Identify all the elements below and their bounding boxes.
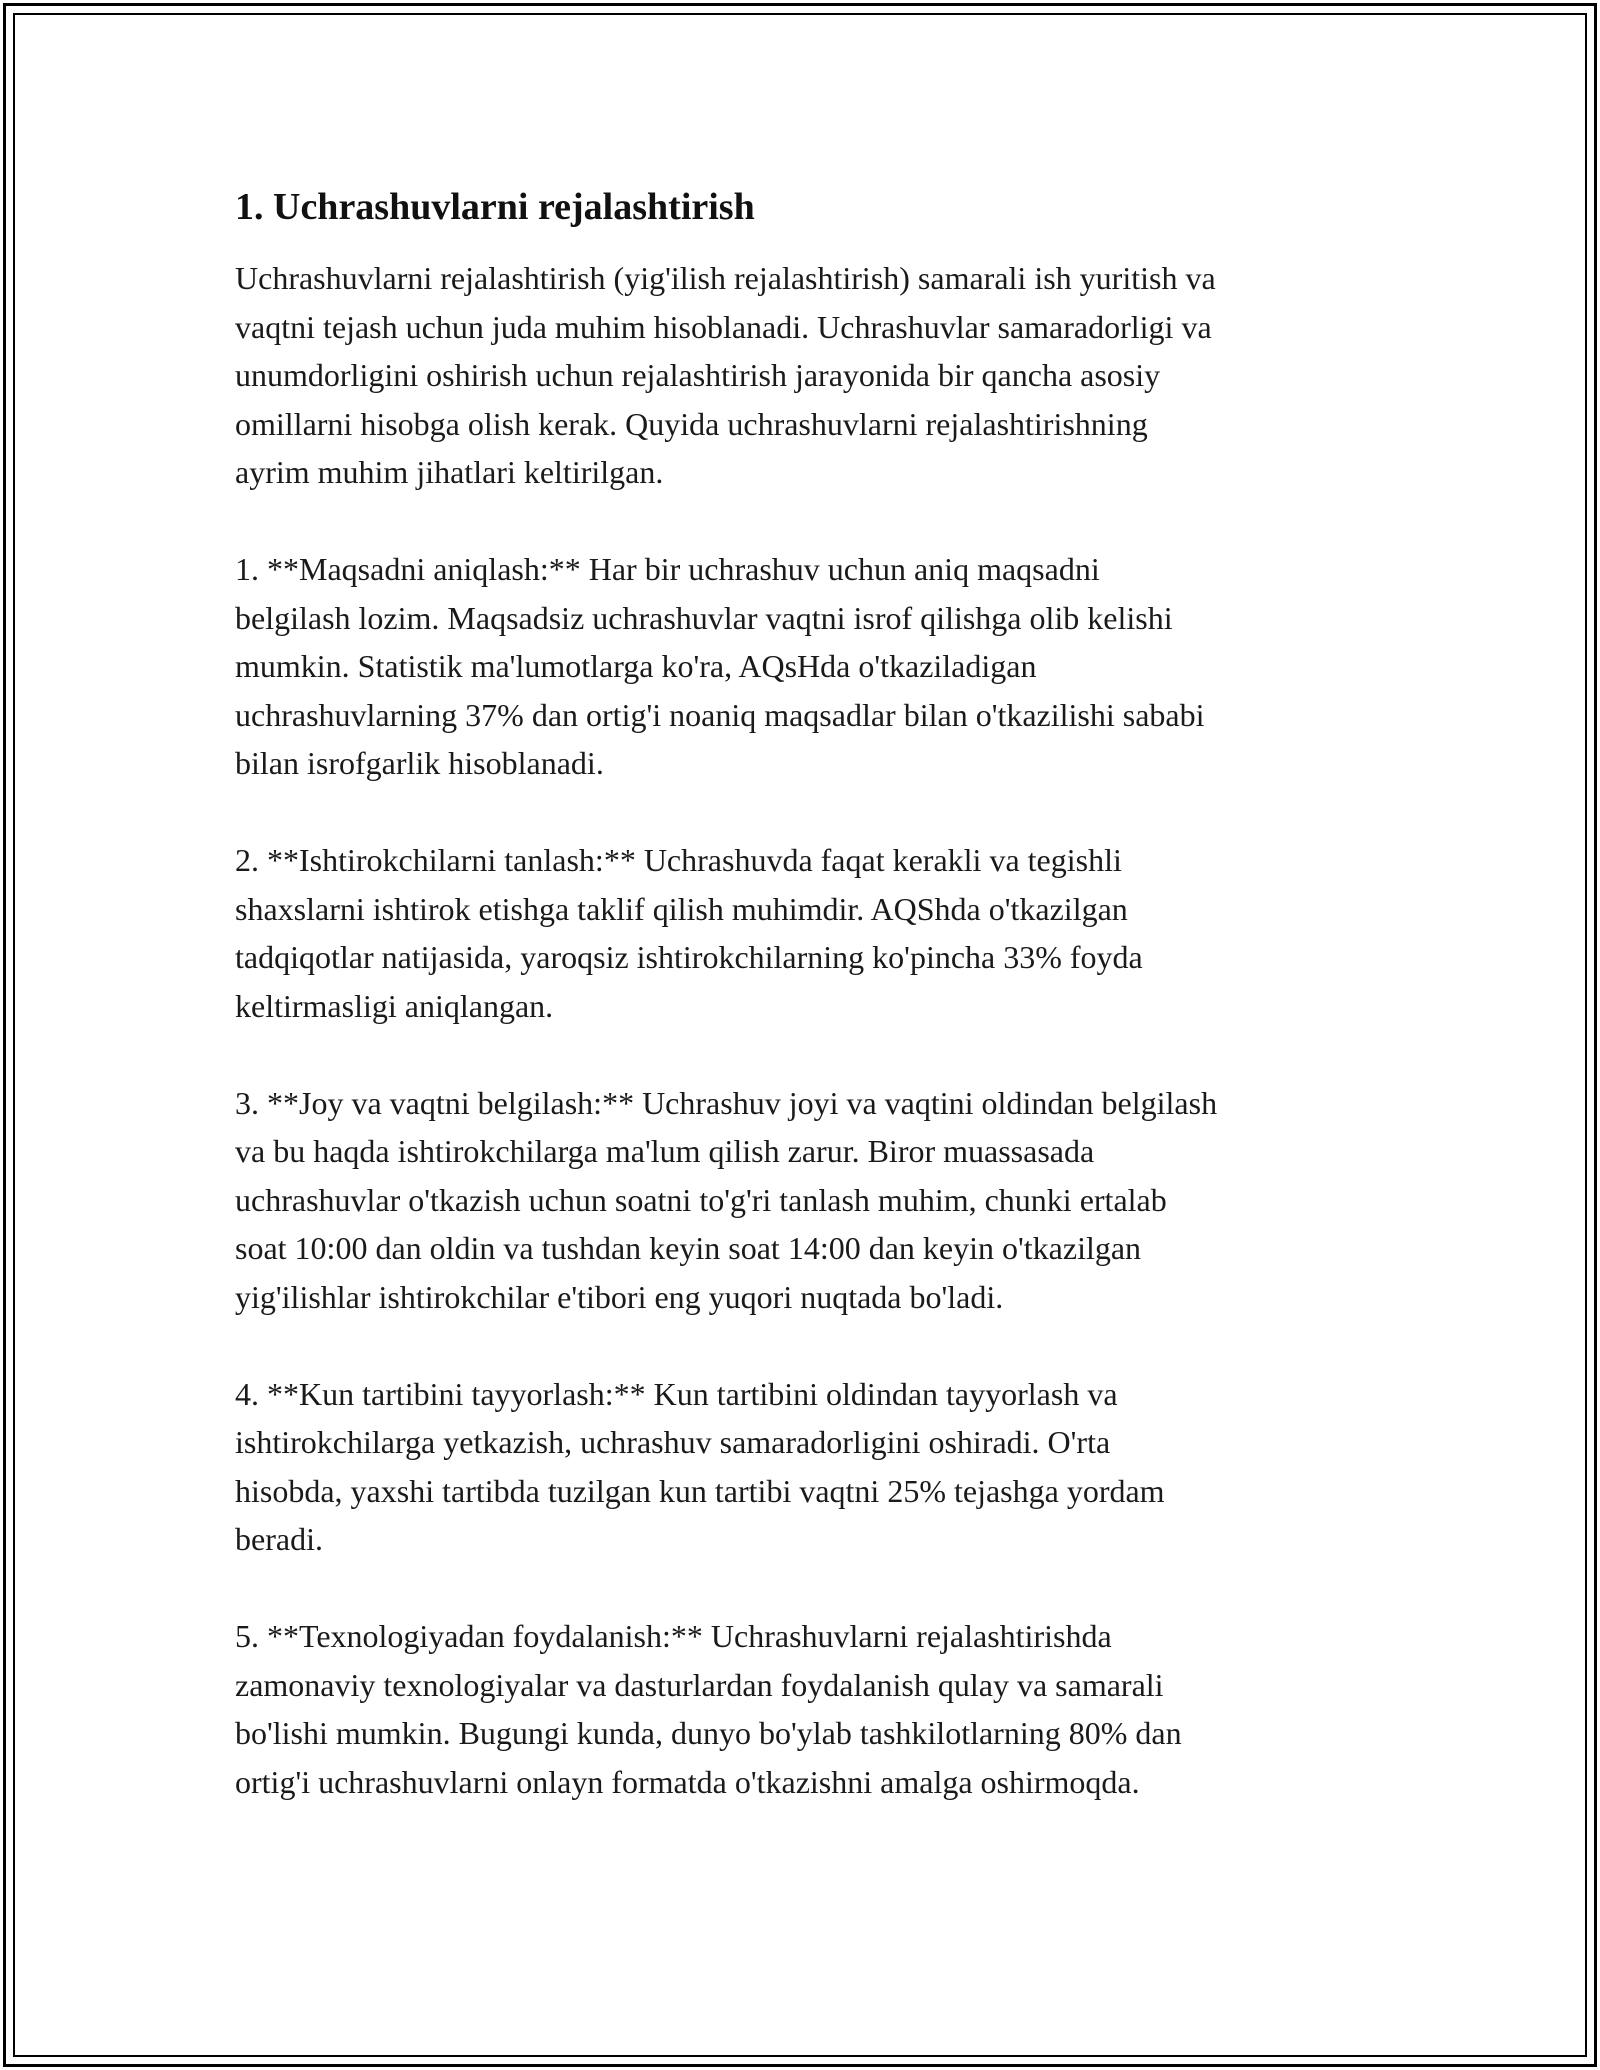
point-3-paragraph: 3. **Joy va vaqtni belgilash:** Uchrashuv joyi va vaqtini oldindan belgilash va bu haqda ishtirokchilarga ma'lum qilish zarur. Biror muassasada uchrashuvlar o'tkazish uchun soatni to'g'ri tanlash muhim, chunki ertalab soat 10:00 dan oldin va tushdan keyin soat 14:00 dan keyin o'tkazilgan yig'ilishlar ishtirokchilar e'tibori eng yuqori nuqtada bo'ladi. — [235, 1084, 1218, 1315]
point-4-paragraph: 4. **Kun tartibini tayyorlash:** Kun tartibini oldindan tayyorlash va ishtirokchilarga yetkazish, uchrashuv samaradorligini oshiradi. O'rta hisobda, yaxshi tartibda tuzilgan kun tartibi vaqtni 25% tejashga yordam beradi. — [235, 1375, 1165, 1558]
document-page — [235, 183, 1415, 1806]
point-1-paragraph: 1. **Maqsadni aniqlash:** Har bir uchrashuv uchun aniq maqsadni belgilash lozim. Maqsadsiz uchrashuvlar vaqtni isrof qilishga olib kelishi mumkin. Statistik ma'lumotlarga ko'ra, AQsHda o'tkaziladigan uchrashuvlarning 37% dan ortig'i noaniq maqsadlar bilan o'tkazilishi sababi bilan isrofgarlik hisoblanadi. — [235, 551, 1205, 782]
intro-paragraph: Uchrashuvlarni rejalashtirish (yig'ilish rejalashtirish) samarali ish yuritish va vaqtni tejash uchun juda muhim hisoblanadi. Uchrashuvlar samaradorligi va unumdorligini oshirish uchun rejalashtirish jarayonida bir qancha asosiy omillarni hisobga olish kerak. Quyida uchrashuvlarni rejalashtirishning ayrim muhim jihatlari keltirilgan. — [235, 260, 1216, 491]
point-5-paragraph: 5. **Texnologiyadan foydalanish:** Uchrashuvlarni rejalashtirishda zamonaviy texnologiyalar va dasturlardan foydalanish qulay va samarali bo'lishi mumkin. Bugungi kunda, dunyo bo'ylab tashkilotlarning 80% dan ortig'i uchrashuvlarni onlayn formatda o'tkazishni amalga oshirmoqda. — [235, 1618, 1182, 1800]
page-title: 1. Uchrashuvlarni rejalashtirish — [235, 186, 755, 228]
document-body — [235, 254, 1415, 1806]
point-2-paragraph: 2. **Ishtirokchilarni tanlash:** Uchrashuvda faqat kerakli va tegishli shaxslarni ishtirok etishga taklif qilish muhimdir. AQShda o'tkazilgan tadqiqotlar natijasida, yaroqsiz ishtirokchilarning ko'pincha 33% foyda keltirmasligi aniqlangan. — [235, 842, 1143, 1024]
